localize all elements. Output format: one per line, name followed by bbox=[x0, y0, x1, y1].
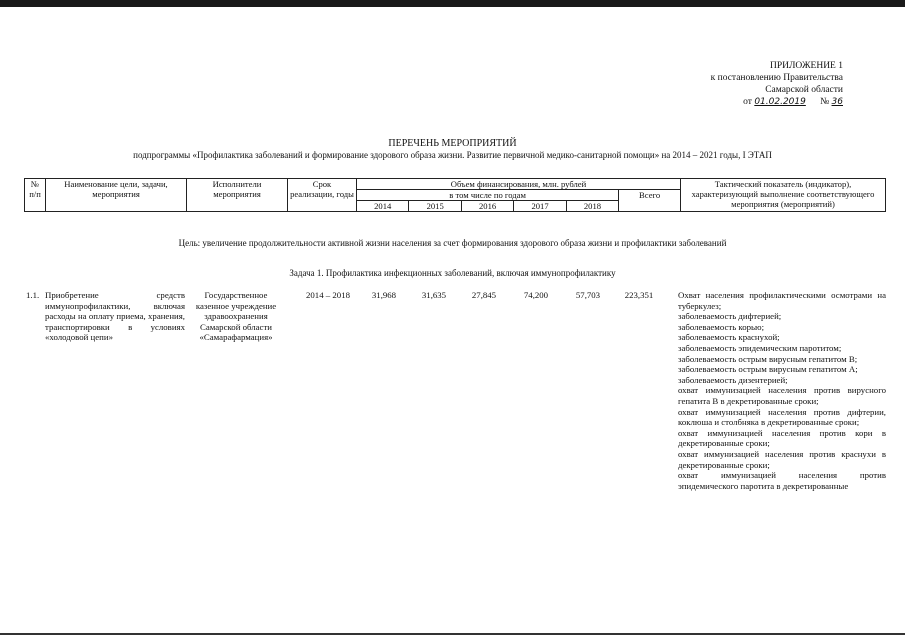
appendix-line3: Самарской области bbox=[765, 85, 843, 95]
row-indicators bbox=[678, 290, 886, 491]
col-year-2018: 2018 bbox=[566, 201, 618, 212]
col-total: Всего bbox=[619, 190, 681, 212]
appendix-line2: к постановлению Правительства bbox=[710, 73, 843, 83]
indicator-item: заболеваемость острым вирусным гепатитом A; bbox=[678, 364, 858, 375]
row-value-2018: 57,703 bbox=[575, 290, 601, 300]
indicator-item: заболеваемость корью; bbox=[678, 321, 765, 332]
col-year-2015: 2015 bbox=[409, 201, 461, 212]
from-label: от bbox=[743, 97, 752, 107]
indicator-item: охват иммунизацией населения против дифтерии, коклюша и столбняка в декретированные сроки; bbox=[678, 406, 886, 428]
col-year-2017: 2017 bbox=[514, 201, 566, 212]
appendix-date-row bbox=[743, 97, 843, 107]
measures-table-header bbox=[24, 178, 886, 212]
row-value-2014: 31,968 bbox=[371, 290, 397, 300]
indicator-item: охват иммунизацией населения против краснухи в декретированные сроки; bbox=[678, 448, 886, 470]
row-value-total: 223,351 bbox=[624, 290, 654, 300]
number-label: № bbox=[820, 97, 830, 107]
row-term: 2014 – 2018 bbox=[306, 290, 350, 300]
row-number: 1.1. bbox=[26, 290, 40, 300]
col-year-2016: 2016 bbox=[461, 201, 513, 212]
bottom-border bbox=[0, 633, 905, 635]
indicator-item: заболеваемость дизентерией; bbox=[678, 374, 788, 385]
col-executor: Исполнители мероприятия bbox=[187, 179, 288, 212]
indicator-item: Охват населения профилактическими осмотрами на туберкулез; bbox=[678, 290, 886, 311]
row-executor: Государственное казенное учреждение здравоохранения Самарской области «Самарафармация» bbox=[195, 290, 277, 343]
row-value-2015: 31,635 bbox=[421, 290, 447, 300]
indicator-item: охват иммунизацией населения против кори в декретированные сроки; bbox=[678, 427, 886, 449]
indicator-item: заболеваемость краснухой; bbox=[678, 332, 780, 343]
col-year-2014: 2014 bbox=[357, 201, 409, 212]
task-text: Задача 1. Профилактика инфекционных заболеваний, включая иммунопрофилактику bbox=[289, 268, 616, 278]
col-indicator: Тактический показатель (индикатор), характеризующий выполнение соответствующего мероприятия (мероприятий) bbox=[681, 179, 886, 212]
col-term: Срок реализации, годы bbox=[288, 179, 357, 212]
decree-date: 01.02.2019 bbox=[754, 97, 806, 107]
decree-number: 36 bbox=[831, 97, 843, 107]
col-num: № п/п bbox=[25, 179, 46, 212]
appendix-title: ПРИЛОЖЕНИЕ 1 bbox=[769, 61, 843, 71]
row-value-2017: 74,200 bbox=[523, 290, 549, 300]
goal-text: Цель: увеличение продолжительности активной жизни населения за счет формирования здорового образа жизни и профилактики заболеваний bbox=[178, 238, 727, 248]
indicator-item: охват иммунизацией населения против вирусного гепатита B в декретированные сроки; bbox=[678, 385, 886, 406]
col-finance: Объем финансирования, млн. рублей bbox=[357, 179, 681, 190]
row-value-2016: 27,845 bbox=[471, 290, 497, 300]
document-subtitle: подпрограммы «Профилактика заболеваний и формирование здорового образа жизни. Развитие первичной медико-санитарной помощи» на 2014 – 2021 годы, I ЭТАП bbox=[133, 150, 772, 160]
col-by-years: в том числе по годам bbox=[357, 190, 619, 201]
document-title: ПЕРЕЧЕНЬ МЕРОПРИЯТИЙ bbox=[388, 138, 517, 149]
top-border bbox=[0, 0, 905, 7]
row-measure-name: Приобретение средств иммунопрофилактики, включая расходы на оплату приема, хранения, транспортировки в условиях «холодовой цепи» bbox=[45, 290, 185, 343]
col-name: Наименование цели, задачи, мероприятия bbox=[46, 179, 187, 212]
indicator-item: заболеваемость эпидемическим паротитом; bbox=[678, 342, 842, 353]
appendix-block bbox=[711, 60, 843, 108]
indicator-item: заболеваемость острым вирусным гепатитом B; bbox=[678, 353, 858, 364]
indicator-item: заболеваемость дифтерией; bbox=[678, 311, 782, 322]
indicator-item: охват иммунизацией населения против эпидемического паротита в декретированные bbox=[678, 470, 886, 491]
